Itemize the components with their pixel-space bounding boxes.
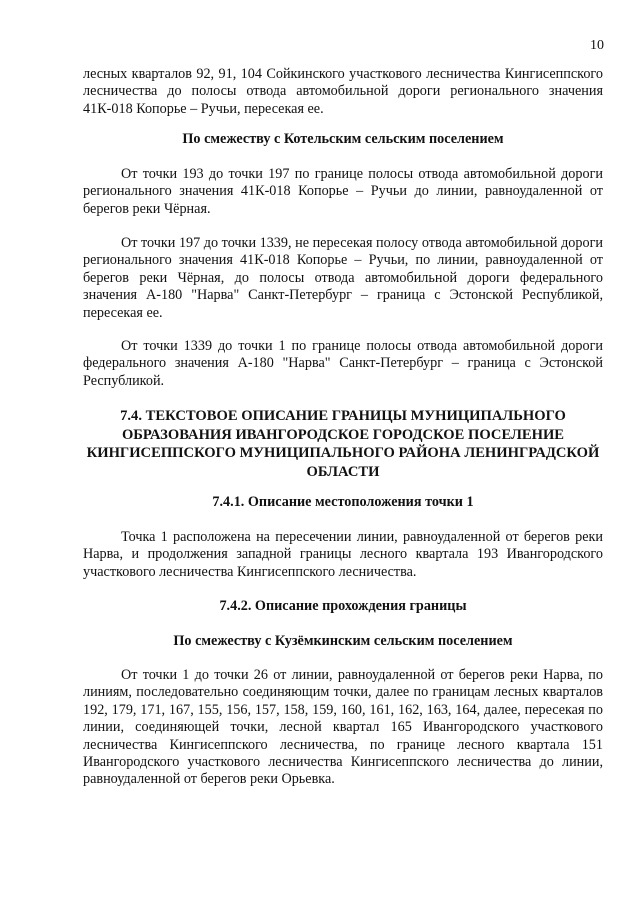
section-heading-7-4: 7.4. ТЕКСТОВОЕ ОПИСАНИЕ ГРАНИЦЫ МУНИЦИПАЛЬНОГО ОБРАЗОВАНИЯ ИВАНГОРОДСКОЕ ГОРОДСКОЕ ПОСЕЛЕНИЕ КИНГИСЕППСКОГО МУНИЦИПАЛЬНОГО РАЙОНА ЛЕНИНГРАДСКОЙ ОБЛАСТИ	[86, 408, 600, 480]
subsection-heading-7-4-2: 7.4.2. Описание прохождения границы	[219, 598, 467, 614]
paragraph-point-197-1339: От точки 197 до точки 1339, не пересекая полосу отвода автомобильной дороги регионального значения 41К-018 Копорье – Ручьи, по линии, равноудаленной от берегов реки Чёрная, до полосы отвода автомобильной дороги федерального значения А-180 "Нарва" Санкт-Петербург – граница с Эстонской Республикой, пересекая ее.	[83, 235, 603, 321]
paragraph-continuation: лесных кварталов 92, 91, 104 Сойкинского участкового лесничества Кингисеппского лесничества до полосы отвода автомобильной дороги регионального значения 41К-018 Копорье – Ручьи, пересекая ее.	[83, 66, 603, 117]
subsection-heading-7-4-1: 7.4.1. Описание местоположения точки 1	[212, 494, 474, 510]
paragraph-point-1-26: От точки 1 до точки 26 от линии, равноудаленной от берегов реки Нарва, по линиям, последовательно соединяющим точки, далее по границам лесных кварталов 192, 179, 171, 167, 155, 156, 157, 158, 159, 160, 161, 162, 163, 164, далее, пересекая по линии, соединяющей точки, лесной квартал 165 Ивангородского участкового лесничества Кингисеппского лесничества, по границе лесного квартала 151 Ивангородского участкового лесничества Кингисеппского лесничества до линии, равноудаленной от берегов реки Орьевка.	[83, 667, 603, 788]
heading-kotelskoe-boundary: По смежеству с Котельским сельским поселением	[182, 131, 504, 147]
paragraph-point-193-197: От точки 193 до точки 197 по границе полосы отвода автомобильной дороги регионального значения 41К-018 Копорье – Ручьи до линии, равноудаленной от берегов реки Чёрная.	[83, 166, 603, 217]
heading-kuzemkinskoe-boundary: По смежеству с Кузёмкинским сельским поселением	[173, 633, 513, 649]
page-number: 10	[590, 38, 604, 53]
paragraph-point-1339-1: От точки 1339 до точки 1 по границе полосы отвода автомобильной дороги федерального значения А-180 "Нарва" Санкт-Петербург – граница с Эстонской Республикой.	[83, 338, 603, 389]
paragraph-point-1-location: Точка 1 расположена на пересечении линии, равноудаленной от берегов реки Нарва, и продолжения западной границы лесного квартала 193 Ивангородского участкового лесничества Кингисеппского лесничества.	[83, 529, 603, 580]
